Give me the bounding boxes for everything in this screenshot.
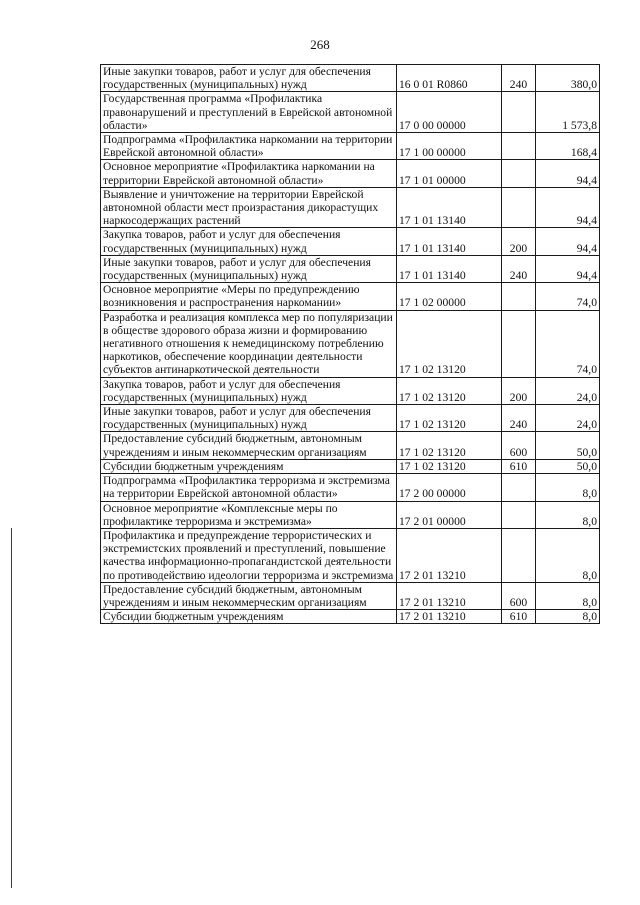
expense-name-cell: Основное мероприятие «Профилактика наркомании на территории Еврейской автономной области» (101, 160, 397, 187)
expense-name-cell: Иные закупки товаров, работ и услуг для обеспечения государственных (муниципальных) нужд (101, 65, 397, 92)
amount-cell: 24,0 (536, 405, 600, 432)
table-row (101, 310, 600, 377)
table-row (101, 610, 600, 624)
amount-cell: 74,0 (536, 310, 600, 377)
expense-name-cell: Подпрограмма «Профилактика терроризма и экстремизма на территории Еврейской автономной области» (101, 474, 397, 501)
expense-name-cell: Закупка товаров, работ и услуг для обеспечения государственных (муниципальных) нужд (101, 377, 397, 404)
expense-name-cell: Иные закупки товаров, работ и услуг для обеспечения государственных (муниципальных) нужд (101, 255, 397, 282)
target-code-cell: 17 1 01 13140 (397, 228, 502, 255)
page-number: 268 (310, 37, 330, 52)
target-code-cell: 17 2 01 13210 (397, 582, 502, 609)
expense-type-cell (502, 187, 536, 228)
expense-name-cell: Подпрограмма «Профилактика наркомании на территории Еврейской автономной области» (101, 133, 397, 160)
amount-cell: 50,0 (536, 459, 600, 473)
target-code-cell: 17 1 02 13120 (397, 310, 502, 377)
amount-cell: 94,4 (536, 187, 600, 228)
expense-name-cell: Выявление и уничтожение на территории Еврейской автономной области мест произрастания дикорастущих наркосодержащих растений (101, 187, 397, 228)
table-row (101, 459, 600, 473)
expense-name-cell: Субсидии бюджетным учреждениям (101, 459, 397, 473)
expense-type-cell: 610 (502, 459, 536, 473)
table-row (101, 133, 600, 160)
amount-cell: 94,4 (536, 160, 600, 187)
table-row (101, 65, 600, 92)
amount-cell: 94,4 (536, 255, 600, 282)
expense-type-cell (502, 474, 536, 501)
table-row (101, 377, 600, 404)
target-code-cell: 17 1 02 13120 (397, 377, 502, 404)
table-row (101, 255, 600, 282)
expense-type-cell (502, 283, 536, 310)
table-row (101, 187, 600, 228)
expense-name-cell: Закупка товаров, работ и услуг для обеспечения государственных (муниципальных) нужд (101, 228, 397, 255)
expense-type-cell: 600 (502, 582, 536, 609)
table-row (101, 432, 600, 459)
expense-type-cell: 610 (502, 610, 536, 624)
expense-type-cell (502, 501, 536, 528)
table-row (101, 501, 600, 528)
table-row (101, 582, 600, 609)
expense-type-cell (502, 133, 536, 160)
expense-type-cell (502, 310, 536, 377)
expense-name-cell: Предоставление субсидий бюджетным, автономным учреждениям и иным некоммерческим организациям (101, 582, 397, 609)
target-code-cell: 17 1 02 13120 (397, 405, 502, 432)
expense-name-cell: Основное мероприятие «Комплексные меры по профилактике терроризма и экстремизма» (101, 501, 397, 528)
target-code-cell: 17 2 01 13210 (397, 528, 502, 582)
target-code-cell: 16 0 01 R0860 (397, 65, 502, 92)
target-code-cell: 17 2 00 00000 (397, 474, 502, 501)
expense-type-cell: 200 (502, 377, 536, 404)
table-row (101, 283, 600, 310)
table-row (101, 228, 600, 255)
expense-name-cell: Государственная программа «Профилактика правонарушений и преступлений в Еврейской автономной области» (101, 92, 397, 133)
expense-type-cell: 240 (502, 65, 536, 92)
amount-cell: 8,0 (536, 610, 600, 624)
target-code-cell: 17 1 02 13120 (397, 459, 502, 473)
expense-type-cell: 200 (502, 228, 536, 255)
target-code-cell: 17 2 01 00000 (397, 501, 502, 528)
target-code-cell: 17 1 01 00000 (397, 160, 502, 187)
table-row (101, 474, 600, 501)
amount-cell: 24,0 (536, 377, 600, 404)
amount-cell: 94,4 (536, 228, 600, 255)
amount-cell: 1 573,8 (536, 92, 600, 133)
expense-name-cell: Профилактика и предупреждение террористических и экстремистских проявлений и преступлений, повышение качества информационно-пропагандистской деятельности по противодействию идеологии терроризма и экстремизма (101, 528, 397, 582)
expense-type-cell (502, 160, 536, 187)
table-row (101, 528, 600, 582)
target-code-cell: 17 0 00 00000 (397, 92, 502, 133)
amount-cell: 50,0 (536, 432, 600, 459)
target-code-cell: 17 1 02 00000 (397, 283, 502, 310)
target-code-cell: 17 1 01 13140 (397, 187, 502, 228)
amount-cell: 168,4 (536, 133, 600, 160)
target-code-cell: 17 1 01 13140 (397, 255, 502, 282)
table-row (101, 92, 600, 133)
amount-cell: 8,0 (536, 582, 600, 609)
amount-cell: 8,0 (536, 528, 600, 582)
scan-edge-line (11, 528, 12, 888)
expense-type-cell: 600 (502, 432, 536, 459)
expense-name-cell: Основное мероприятие «Меры по предупреждению возникновения и распространения наркомании» (101, 283, 397, 310)
expense-name-cell: Субсидии бюджетным учреждениям (101, 610, 397, 624)
expense-name-cell: Иные закупки товаров, работ и услуг для обеспечения государственных (муниципальных) нужд (101, 405, 397, 432)
target-code-cell: 17 1 02 13120 (397, 432, 502, 459)
budget-table-body (101, 65, 600, 624)
expense-type-cell (502, 92, 536, 133)
expense-name-cell: Предоставление субсидий бюджетным, автономным учреждениям и иным некоммерческим организациям (101, 432, 397, 459)
amount-cell: 8,0 (536, 474, 600, 501)
amount-cell: 380,0 (536, 65, 600, 92)
target-code-cell: 17 2 01 13210 (397, 610, 502, 624)
target-code-cell: 17 1 00 00000 (397, 133, 502, 160)
budget-table (100, 64, 600, 624)
expense-type-cell (502, 528, 536, 582)
amount-cell: 8,0 (536, 501, 600, 528)
table-row (101, 160, 600, 187)
table-row (101, 405, 600, 432)
expense-type-cell: 240 (502, 405, 536, 432)
expense-name-cell: Разработка и реализация комплекса мер по популяризации в обществе здорового образа жизни и формированию негативного отношения к немедицинскому потреблению наркотиков, обеспечение координации деятельности субъектов антинаркотической деятельности (101, 310, 397, 377)
amount-cell: 74,0 (536, 283, 600, 310)
expense-type-cell: 240 (502, 255, 536, 282)
